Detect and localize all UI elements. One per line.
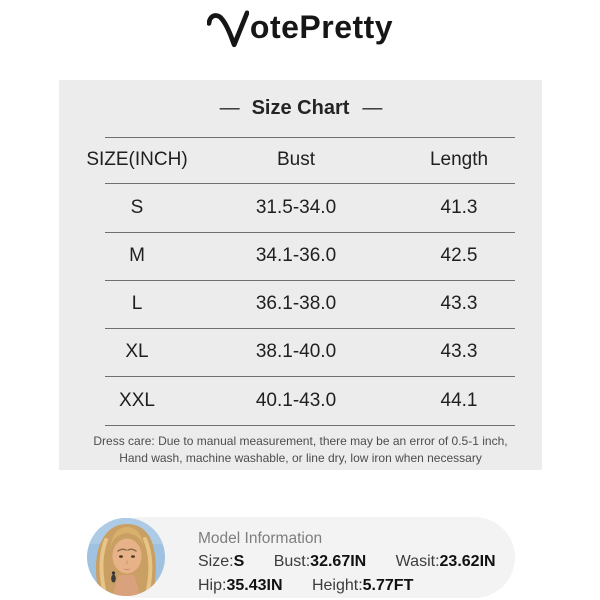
table-divider xyxy=(105,425,515,426)
table-header-row xyxy=(85,137,515,183)
model-portrait-illustration xyxy=(87,518,165,596)
table-row xyxy=(85,232,515,280)
title-dash-left-icon: — xyxy=(219,97,239,119)
column-header-size: SIZE(INCH) xyxy=(86,149,188,170)
table-row xyxy=(85,280,515,328)
stat-height: Height:5.77FT xyxy=(311,576,414,594)
cell-size: S xyxy=(130,196,144,218)
title-dash-right-icon: — xyxy=(362,97,382,119)
size-chart-title-text: Size Chart xyxy=(251,97,350,119)
cell-bust: 38.1-40.0 xyxy=(255,341,337,362)
model-info-stats-row2 xyxy=(198,574,508,598)
cell-length: 41.3 xyxy=(440,196,478,218)
cell-bust: 31.5-34.0 xyxy=(255,196,337,218)
cell-size: XL xyxy=(125,341,149,362)
cell-length: 43.3 xyxy=(440,293,478,314)
cell-bust: 34.1-36.0 xyxy=(255,245,337,266)
cell-size: L xyxy=(131,293,143,314)
table-row xyxy=(85,376,515,425)
stat-hip: Hip:35.43IN xyxy=(198,576,283,594)
stat-bust: Bust:32.67IN xyxy=(273,553,367,570)
model-info-title: Model Information xyxy=(198,530,323,547)
care-note-line2: Hand wash, machine washable, or line dry, low iron when necessary xyxy=(119,451,482,465)
brand-logo xyxy=(0,5,600,55)
cell-length: 44.1 xyxy=(440,389,478,411)
cell-size: M xyxy=(129,245,145,266)
size-chart-title xyxy=(59,97,542,120)
cell-length: 43.3 xyxy=(440,341,478,362)
cell-length: 42.5 xyxy=(440,245,478,266)
table-row xyxy=(85,183,515,232)
cell-size: XXL xyxy=(119,389,155,411)
table-row xyxy=(85,328,515,376)
model-info-stats-row1 xyxy=(198,550,508,574)
care-note-line1: Dress care: Due to manual measurement, there may be an error of 0.5-1 inch, xyxy=(93,434,508,448)
column-header-bust: Bust xyxy=(276,149,316,170)
model-photo xyxy=(87,518,165,596)
brand-v-icon xyxy=(207,10,249,50)
brand-logo-text: otePretty xyxy=(249,9,394,45)
model-info-text xyxy=(198,527,508,597)
cell-bust: 36.1-38.0 xyxy=(255,293,337,314)
stat-waist: Wasit:23.62IN xyxy=(395,553,496,570)
stat-size: Size:S xyxy=(198,553,245,570)
column-header-length: Length xyxy=(429,149,489,170)
cell-bust: 40.1-43.0 xyxy=(255,389,337,411)
size-chart-panel xyxy=(59,80,542,470)
